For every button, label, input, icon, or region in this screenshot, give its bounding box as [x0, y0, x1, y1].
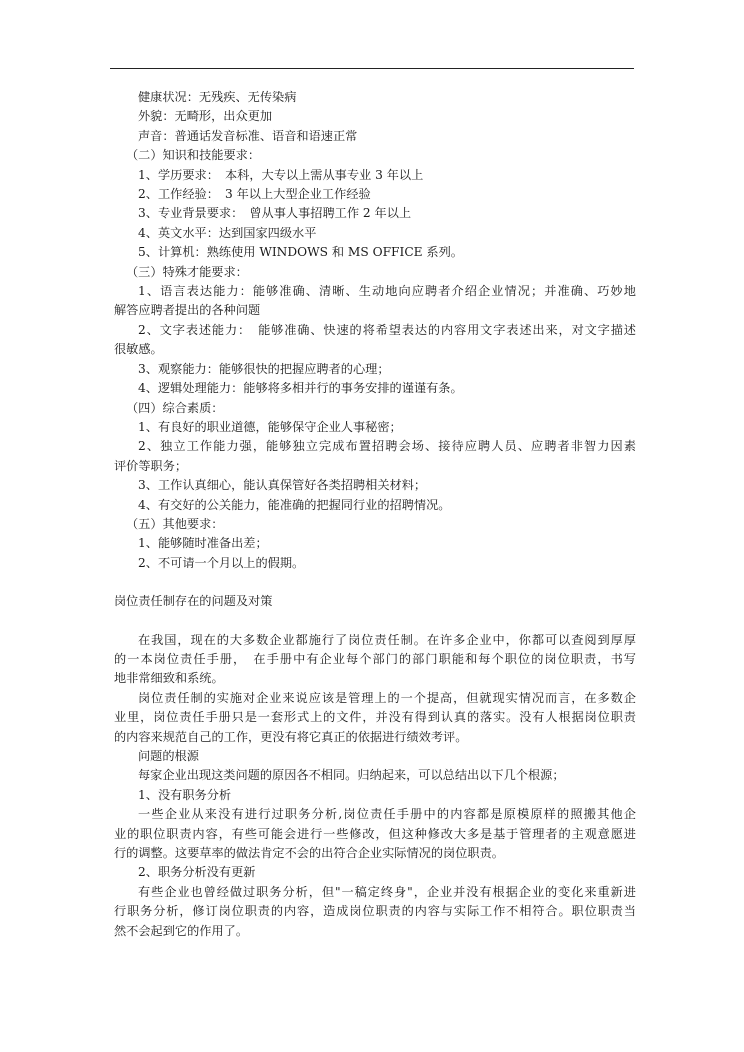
section-title: 岗位责任制存在的问题及对策 — [114, 594, 273, 609]
skill-1-line2: 解答应聘者提出的各种问题 — [114, 303, 261, 318]
root-1-heading: 1、没有职务分析 — [138, 787, 232, 802]
skill-1-line1: 1、语言表达能力：能够准确、清晰、生动地向应聘者介绍企业情况；并准确、巧妙地 — [138, 284, 636, 299]
requirement-line: 4、有交好的公关能力，能准确的把握同行业的招聘情况。 — [138, 497, 451, 512]
root-2-heading: 2、职务分析没有更新 — [138, 865, 256, 880]
requirement-line: 3、专业背景要求： 曾从事人事招聘工作 2 年以上 — [138, 206, 412, 221]
header-rule — [110, 68, 634, 69]
spacer — [114, 573, 636, 592]
paragraph-1-line1: 在我国，现在的大多数企业都施行了岗位责任制。在许多企业中，你都可以查阅到厚厚 — [138, 632, 636, 647]
root-2-line3: 然不会起到它的作用了。 — [114, 923, 249, 938]
root-cause-heading: 问题的根源 — [138, 749, 199, 763]
root-cause-intro: 每家企业出现这类问题的原因各不相同。归纳起来，可以总结出以下几个根源； — [138, 768, 565, 783]
root-2-line1: 有些企业也曾经做过职务分析，但"一稿定终身"，企业并没有根据企业的变化来重新进 — [138, 884, 636, 899]
requirement-line: 1、有良好的职业道德，能够保守企业人事秘密； — [138, 419, 402, 434]
paragraph-1-line3: 地非常细致和系统。 — [114, 671, 224, 686]
requirement-line: 5、计算机：熟练使用 WINDOWS 和 MS OFFICE 系列。 — [138, 245, 463, 260]
requirement-line: 健康状况：无残疾、无传染病 — [138, 90, 297, 104]
quality-2-line1: 2、独立工作能力强，能够独立完成布置招聘会场、接待应聘人员、应聘者非智力因素 — [138, 439, 636, 454]
requirement-line: 2、不可请一个月以上的假期。 — [138, 555, 305, 570]
requirement-line: 3、观察能力：能够很快的把握应聘者的心理； — [138, 361, 390, 376]
requirement-line: 3、工作认真细心，能认真保管好各类招聘相关材料； — [138, 478, 427, 493]
document-body — [114, 88, 636, 941]
paragraph-2-line2: 业里，岗位责任手册只是一套形式上的文件，并没有得到认真的落实。没有人根据岗位职责 — [114, 710, 636, 725]
root-1-line1: 一些企业从来没有进行过职务分析,岗位责任手册中的内容都是原模原样的照搬其他企 — [138, 807, 636, 822]
paragraph-2-line1: 岗位责任制的实施对企业来说应该是管理上的一个提高，但就现实情况而言，在多数企 — [138, 690, 636, 705]
requirement-line: （四）综合素质： — [126, 400, 224, 415]
quality-2-line2: 评价等职务； — [114, 458, 188, 473]
requirement-line: 外貌：无畸形，出众更加 — [138, 109, 273, 124]
requirements-list-part1 — [114, 88, 636, 282]
requirement-line: 声音：普通话发音标准、语音和语速正常 — [138, 128, 358, 143]
root-1-line2: 业的职位职责内容，有些可能会进行一些修改，但这种修改大多是基于管理者的主观意愿进 — [114, 826, 636, 841]
skill-2-line1: 2、文字表述能力： 能够准确、快速的将希望表达的内容用文字表述出来，对文字描述 — [138, 322, 636, 337]
requirement-line: （三）特殊才能要求： — [126, 264, 248, 279]
paragraph-2-line3: 的内容来规范自己的工作，更没有将它真正的依据进行绩效考评。 — [114, 729, 468, 744]
requirement-line: 2、工作经验： 3 年以上大型企业工作经验 — [138, 187, 371, 202]
requirement-line: （二）知识和技能要求： — [126, 148, 261, 163]
requirement-line: （五）其他要求： — [126, 516, 224, 531]
skill-2-line2: 很敏感。 — [114, 342, 163, 357]
root-2-line2: 行职务分析，修订岗位职责的内容，造成岗位职责的内容与实际工作不相符合。职位职责当 — [114, 904, 636, 919]
requirements-list-part3 — [114, 476, 636, 573]
requirement-line: 1、能够随时准备出差； — [138, 536, 268, 551]
root-1-line3: 行的调整。这要草率的做法肯定不会的出符合企业实际情况的岗位职责。 — [114, 846, 504, 861]
requirement-line: 4、英文水平：达到国家四级水平 — [138, 225, 317, 240]
requirement-line: 1、学历要求： 本科，大专以上需从事专业 3 年以上 — [138, 167, 424, 182]
spacer — [114, 612, 636, 631]
requirement-line: 4、逻辑处理能力：能够将多相并行的事务安排的谨谨有条。 — [138, 381, 463, 396]
paragraph-1-line2: 的一本岗位责任手册， 在手册中有企业每个部门的部门职能和每个职位的岗位职责，书写 — [114, 651, 636, 666]
requirements-list-part2 — [114, 360, 636, 438]
